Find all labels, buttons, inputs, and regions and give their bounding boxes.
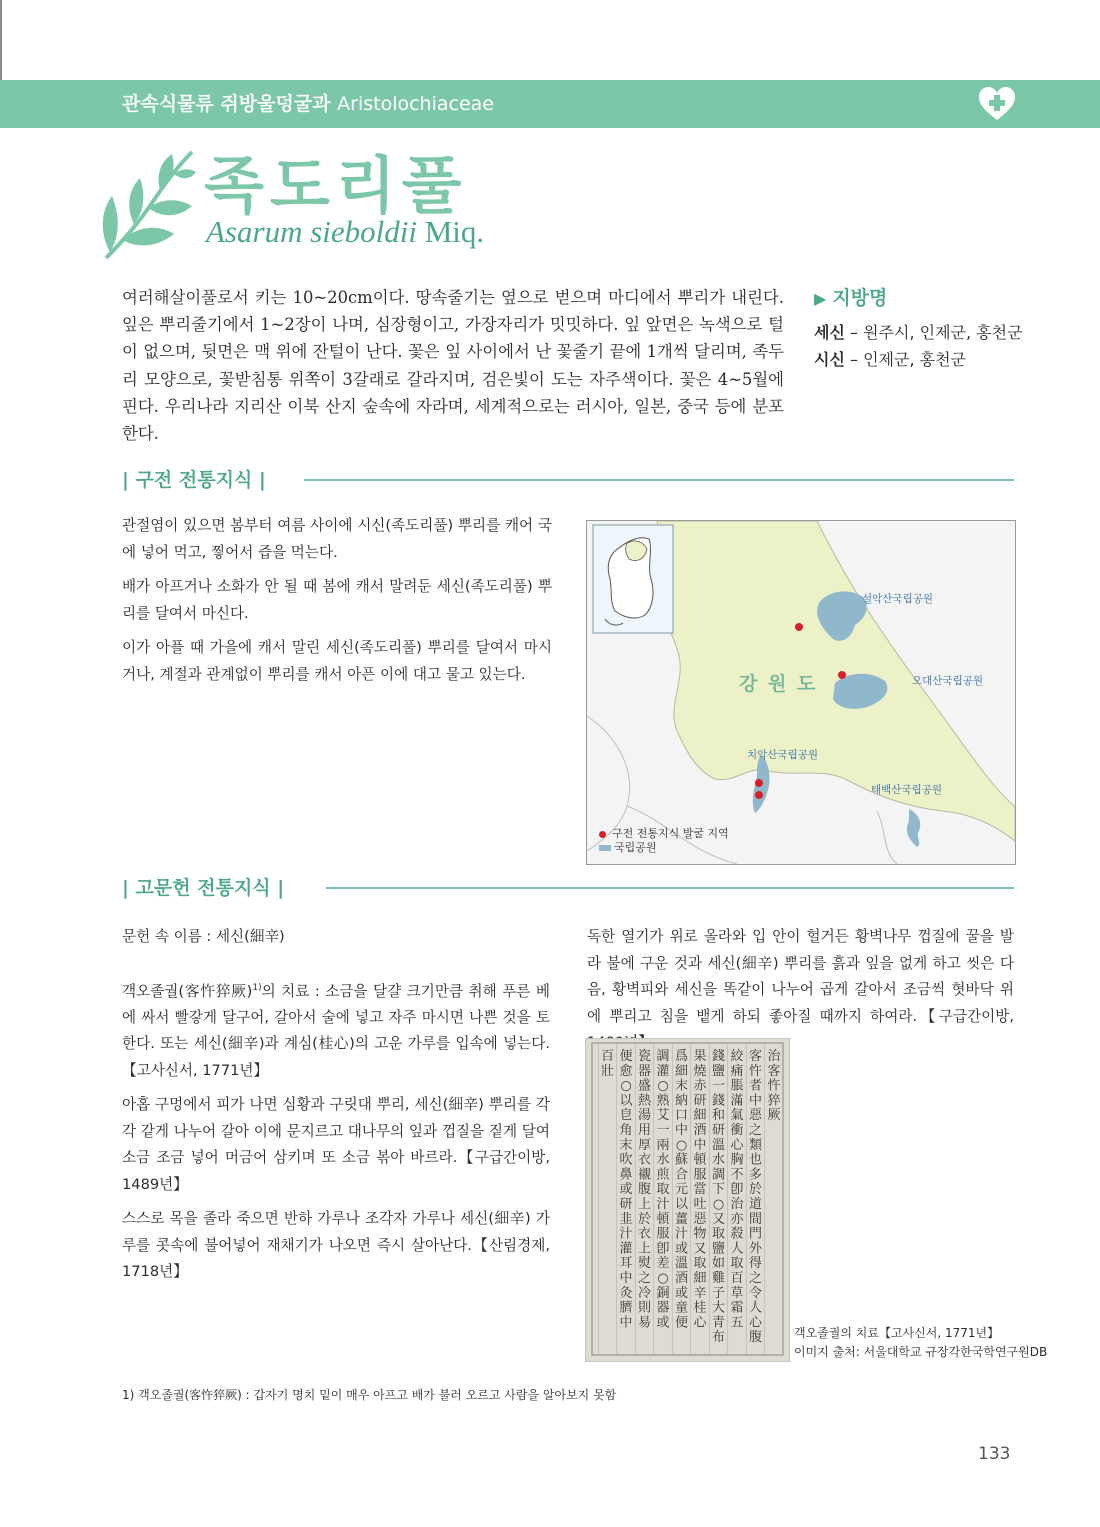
section-divider [326,887,1014,889]
province-label: 강 원 도 [739,673,818,695]
document-char: 上 [637,1241,652,1257]
old-document-graphic [586,1039,789,1361]
document-char: 吹 [619,1152,633,1168]
header-title [122,80,494,128]
document-char: 皀 [619,1108,633,1124]
document-char: 或 [656,1315,670,1331]
document-char: 上 [637,1197,652,1212]
document-char: ○ [657,1078,669,1094]
document-char: 衣 [637,1226,652,1242]
gangwon-map [586,520,1016,865]
document-char: 臍 [619,1300,633,1316]
document-char: 人 [748,1300,763,1316]
document-char: 壯 [600,1063,615,1079]
document-char: 於 [637,1211,652,1227]
document-char: 末 [619,1137,633,1153]
document-char: 不 [730,1167,744,1183]
document-char: 之 [748,1123,763,1138]
page-number: 133 [978,1444,1011,1464]
document-char: 類 [748,1137,763,1153]
document-char: 服 [693,1167,707,1183]
old-document-image [585,1038,790,1362]
document-char: 服 [656,1226,670,1242]
map-legend [599,827,729,855]
oral-paragraph: 관절염이 있으면 봄부터 여름 사이에 시신(족도리풀) 뿌리를 캐어 국에 넣어 먹고, 찧어서 즙을 먹는다. [122,517,552,561]
document-char: 之 [637,1271,652,1286]
document-char: 下 [711,1182,726,1198]
document-char: 調 [711,1167,726,1183]
document-char: 口 [674,1108,689,1124]
document-char: 溫 [674,1256,689,1272]
legend-discovery: 구전 전통지식 발굴 지역 [612,827,729,840]
document-char: 銅 [656,1285,670,1301]
document-char: 辛 [693,1285,707,1301]
document-char: 兩 [656,1137,670,1153]
document-char: 青 [711,1315,726,1331]
p1-rest: 의 치료 : 소금을 달걀 크기만큼 취해 푸른 베에 싸서 빨갛게 달구어, 갈아서 술에 넣고 자주 마시면 나쁜 것을 토한다. 또는 세신(細辛)과 계심(桂心)의 고운 가루를 입속에 넣는다.【고사신서, 1771년】 [122,982,550,1079]
document-char: 易 [637,1315,652,1331]
document-char: 亦 [730,1211,744,1227]
document-char: 草 [730,1285,744,1301]
literature-name-line: 문헌 속 이름 : 세신(細辛) [122,928,285,945]
document-column [619,1049,633,1330]
document-char: 中 [748,1093,763,1109]
park-label: 설악산국립공원 [862,593,934,605]
document-char: 灸 [619,1285,633,1301]
document-char: 以 [674,1197,689,1212]
document-char: 襯 [637,1167,652,1183]
scientific-name-author: Miq. [424,214,485,249]
document-char: 痛 [730,1063,744,1079]
document-char: 心 [748,1315,763,1331]
document-char: 調 [656,1049,670,1064]
plant-scientific-name [206,212,484,252]
document-char: 忤 [748,1063,763,1079]
document-char: ○ [657,1271,669,1286]
document-char: 或 [674,1285,689,1301]
document-char: 心 [693,1315,707,1331]
document-char: 研 [693,1093,707,1109]
triangle-bullet-icon: ▶ [814,289,827,308]
document-column [675,1049,689,1330]
document-char: 脹 [730,1078,744,1094]
document-char: 果 [693,1049,707,1064]
document-char: 腹 [748,1330,763,1346]
document-char: 滿 [730,1093,744,1109]
document-column [601,1049,614,1079]
leaf-logo-icon [98,150,198,262]
document-char: 納 [674,1093,689,1109]
caption-line: 객오졸궐의 치료【고사신서, 1771년】 [794,1326,1000,1340]
document-char: 得 [748,1256,763,1272]
document-column [693,1049,707,1330]
document-char: 絞 [730,1049,744,1064]
document-char: 鹽 [711,1063,726,1079]
document-char: 衣 [637,1152,652,1168]
local-name: 세신 [814,323,845,342]
document-char: ○ [712,1197,725,1212]
document-column [656,1049,670,1330]
document-char: 便 [674,1315,689,1331]
document-char: 中 [693,1137,707,1153]
document-char: 汁 [656,1197,670,1212]
document-char: 霜 [730,1300,744,1316]
document-char: 研 [711,1123,726,1138]
document-char: 心 [730,1137,744,1153]
document-char: 蘇 [674,1152,689,1168]
oral-paragraph: 이가 아플 때 가을에 캐서 말린 세신(족도리풀) 뿌리를 달여서 마시거나, 계절과 관계없이 뿌리를 캐서 아픈 이에 대고 물고 있는다. [122,639,552,683]
document-char: 湯 [637,1108,652,1124]
document-char: 耳 [619,1256,633,1272]
plant-korean-name: 족도리풀 [204,149,468,222]
document-char: 忤 [767,1078,781,1094]
document-char: 惡 [693,1211,707,1227]
document-char: 厥 [767,1108,781,1124]
document-char: 惡 [748,1108,763,1124]
oral-tradition-text [122,513,552,696]
document-char: 錢 [711,1093,726,1109]
document-char: 治 [767,1049,781,1064]
document-char: 中 [619,1315,633,1331]
literature-paragraph: 아홉 구멍에서 피가 나면 심황과 구릿대 뿌리, 세신(細辛) 뿌리를 각각 같게 나누어 갈아 이에 문지르고 대나무의 잎과 껍질을 짙게 달여 소금 조금 넣어 머금어 삼키며 또 소금 볶아 바르라.【구급간이방, 1489년】 [122,1096,550,1193]
document-char: 吐 [693,1197,707,1212]
local-name-row [814,347,966,373]
document-char: 一 [711,1078,726,1094]
document-char: 之 [748,1271,763,1286]
document-column [767,1049,781,1123]
park-swatch-icon [599,845,611,851]
document-char: 又 [711,1211,726,1227]
document-char: 雞 [711,1271,726,1286]
document-char: 赤 [693,1078,707,1094]
document-char: 中 [619,1271,633,1286]
document-char: 也 [748,1152,763,1168]
document-char: 多 [748,1167,763,1183]
document-char: 鼻 [619,1167,633,1183]
document-char: 瓷 [637,1049,652,1064]
document-char: 客 [767,1063,781,1079]
intro-paragraph: 여러해살이풀로서 키는 10~20cm이다. 땅속줄기는 옆으로 벋으며 마디에서 뿌리가 내린다. 잎은 뿌리줄기에서 1~2장이 나며, 심장형이고, 가장자리가 밋밋하다. 잎 앞면은 녹색으로 털이 없으며, 뒷면은 맥 위에 잔털이 난다. 꽃은 잎 사이에서 난 꽃줄기 끝에 1개씩 달리며, 족두리 모양으로, 꽃받침통 위쪽이 3갈래로 갈라지며, 검은빛이 도는 자주색이다. 꽃은 4~5월에 핀다. 우리나라 지리산 이북 산지 숲속에 자라며, 세계적으로는 러시아, 일본, 중국 등에 분포한다. [122,288,784,444]
document-char: 取 [693,1256,707,1272]
document-column [730,1048,744,1330]
document-char: 五 [730,1315,744,1331]
document-char: 合 [674,1167,689,1183]
section-divider [304,479,1014,481]
document-char: 大 [711,1300,726,1316]
document-char: 器 [656,1300,670,1316]
document-char: 人 [730,1241,744,1257]
document-char: 一 [656,1123,670,1138]
local-name: 시신 [814,350,845,369]
document-char: 冷 [637,1285,652,1301]
page-edge-rule [0,0,2,80]
document-char: 器 [637,1063,652,1079]
caption-source: 이미지 출처: 서울대학교 규장각한국학연구원DB [794,1345,1048,1359]
p1-lead: 객오졸궐(客忤猝厥) [122,982,253,1000]
header-category: 관속식물류 쥐방울덩굴과 [122,93,331,115]
document-char: 酒 [674,1271,689,1286]
document-char: 韭 [619,1211,633,1227]
footnote: 1) 객오졸궐(客忤猝厥) : 갑자기 명치 밑이 매우 아프고 배가 불러 오르고 사람을 알아보지 못함 [122,1388,617,1402]
document-char: ○ [620,1078,632,1094]
document-char: 愈 [619,1063,633,1079]
document-char: 則 [637,1300,652,1316]
document-char: 艾 [656,1108,670,1124]
document-char: 燒 [693,1063,707,1079]
oral-tradition-heading: | 구전 전통지식 | [122,469,266,491]
document-char: 猝 [767,1093,781,1109]
document-char: 取 [711,1226,726,1242]
document-char: 外 [748,1241,763,1257]
park-label: 태백산국립공원 [871,784,943,796]
document-char: 門 [748,1226,763,1242]
document-column [749,1049,763,1345]
document-char: 取 [730,1256,744,1272]
local-name-regions: – 인제군, 홍천군 [844,350,967,369]
document-char: 取 [656,1182,670,1198]
document-char: 以 [619,1093,633,1109]
document-char: 煎 [656,1167,670,1183]
park-label: 오대산국립공원 [912,675,984,687]
document-char: 氣 [730,1108,744,1124]
oral-paragraph: 배가 아프거나 소화가 안 될 때 봄에 캐서 말려둔 세신(족도리풀) 뿌리를 달여서 마신다. [122,578,552,622]
header-bar [0,80,1100,128]
park-label: 치악산국립공원 [747,749,819,761]
document-char: 灌 [656,1063,670,1079]
local-name-regions: – 원주시, 인제군, 홍천군 [844,323,1023,342]
document-char: 治 [730,1197,744,1212]
document-char: 灌 [619,1241,633,1257]
document-char: 或 [674,1241,689,1257]
document-char: 角 [619,1123,633,1138]
footnote-ref: 1) [252,982,262,993]
document-column [712,1048,725,1345]
literature-heading: | 고문헌 전통지식 | [122,877,285,899]
document-char: 汁 [674,1226,689,1242]
literature-left-column [122,924,550,1294]
document-char: 百 [600,1049,615,1064]
document-char: 又 [693,1241,707,1257]
document-char: ○ [675,1137,688,1153]
scientific-name-italic: Asarum sieboldii [206,214,417,249]
document-char: 客 [748,1049,763,1064]
document-char: 頓 [693,1152,707,1168]
document-char: 和 [711,1108,726,1124]
document-char: 童 [674,1300,689,1316]
heart-plus-icon [978,86,1016,122]
document-char: 卽 [730,1182,744,1198]
literature-paragraph: 스스로 목을 졸라 죽으면 반하 가루나 조각자 가루나 세신(細辛) 가루를 콧속에 불어넣어 재채기가 나오면 즉시 살아난다.【산림경제, 1718년】 [122,1210,550,1281]
document-char: 鹽 [711,1241,726,1257]
document-char: 細 [674,1063,689,1079]
literature-paragraph [122,975,550,1085]
document-char: 溫 [711,1137,726,1153]
document-char: 衝 [730,1123,744,1138]
document-char: 元 [674,1182,689,1198]
document-char: 腹 [637,1182,652,1198]
document-char: 水 [656,1152,670,1168]
document-char: 差 [656,1256,670,1272]
document-char: 盛 [637,1078,652,1094]
legend-park: 국립공원 [614,841,657,854]
red-dot-icon [599,831,606,838]
document-char: 錢 [711,1049,726,1064]
document-char: 熱 [637,1093,652,1109]
document-char: 薑 [674,1211,689,1227]
header-family-latin: Aristolochiaceae [337,93,494,115]
document-char: 末 [674,1078,689,1094]
document-char: 子 [711,1285,726,1301]
local-name-row [814,320,1023,346]
document-char: 於 [748,1182,763,1198]
document-char: 中 [674,1123,689,1138]
document-char: 布 [711,1330,726,1346]
document-char: 胸 [730,1152,744,1168]
document-char: 卽 [656,1241,670,1257]
document-char: 便 [619,1049,633,1064]
document-char: 厚 [637,1137,652,1153]
document-char: 水 [711,1152,726,1168]
document-char: 頓 [656,1211,670,1227]
document-char: 間 [748,1211,763,1227]
literature-paragraph: 독한 열기가 위로 올라와 입 안이 헐거든 황벽나무 껍질에 꿀을 발라 불에 구운 것과 세신(細辛) 뿌리를 흙과 잎을 없게 하고 씻은 다음, 황벽피와 세신을 똑같이 나누어 곱게 갈아서 조금씩 혓바닥 위에 뿌리고 침을 뱉게 하되 좋아질 때까지 하여라.【구급간이방, [587,928,1014,1025]
document-char: 物 [693,1226,707,1242]
document-char: 道 [748,1197,763,1212]
document-char: 細 [693,1108,707,1124]
document-char: 研 [619,1197,633,1212]
document-char: 或 [619,1182,633,1198]
document-char: 熨 [637,1256,652,1272]
document-char: 桂 [693,1300,707,1316]
document-char: 細 [693,1271,707,1286]
document-char: 百 [730,1271,744,1286]
local-names-title-text: 지방명 [832,287,888,309]
image-caption [794,1324,1047,1362]
document-char: 用 [637,1123,652,1138]
document-char: 者 [748,1078,763,1094]
document-char: 汁 [619,1226,633,1242]
document-char: 令 [748,1285,763,1301]
document-char: 爲 [674,1049,689,1064]
document-char: 殺 [730,1226,744,1242]
local-names-title [814,284,887,313]
document-char: 熟 [656,1093,670,1109]
document-char: 酒 [693,1123,707,1138]
document-char: 如 [711,1256,726,1272]
document-column [638,1048,652,1330]
document-char: 當 [693,1182,707,1198]
